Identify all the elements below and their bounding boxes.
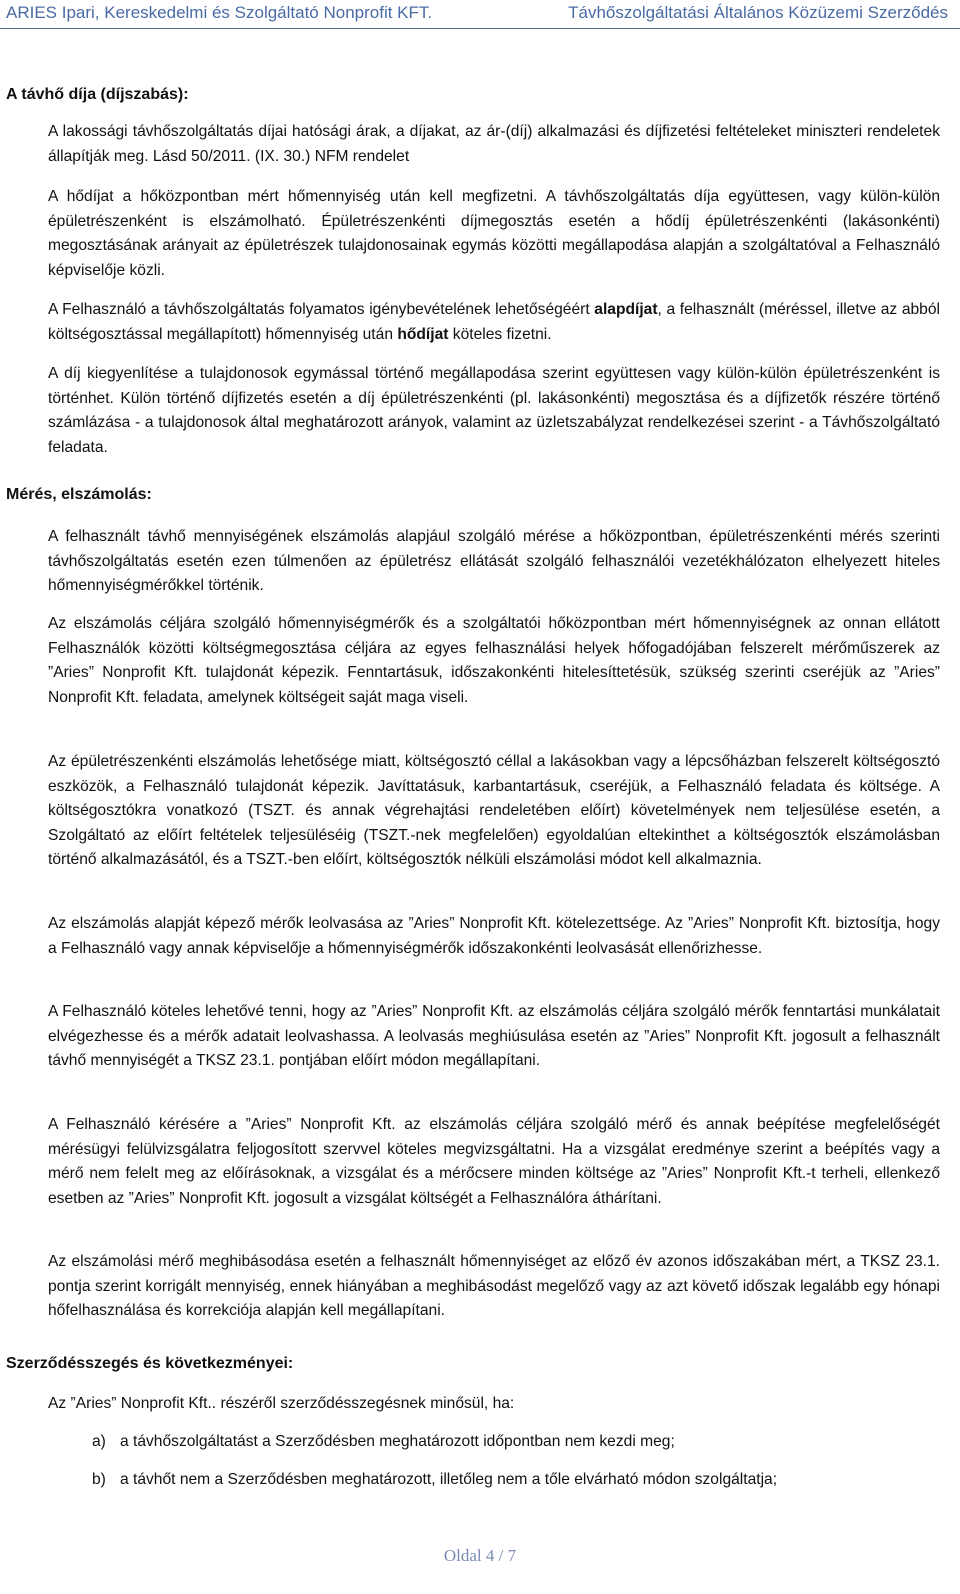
fee-paragraph-3: A Felhasználó a távhőszolgáltatás folyamatos igénybevételének lehetőségéért alapdíjat, a felhasznált (méréssel, illetve az abból költségosztással megállapított) hőmennyiség után hődíjat köteles fizetni. xyxy=(48,301,940,343)
list-marker: a) xyxy=(92,1433,106,1450)
fee-paragraph-4: A díj kiegyenlítése a tulajdonosok egymással történő megállapodása szerint együttesen vagy külön-külön épületrészenként is történhet. Külön történő díjfizetés esetén a díj épületrészenkénti (pl. lakásonkénti) megosztása és a díjfizetők részére történő számlázása - a tulajdonosok által meghatározott arányok, valamint az üzletszabályzat rendelkezései szerint - a Távhőszolgáltató feladata. xyxy=(48,365,940,456)
heat-fee-term: hődíjat xyxy=(397,325,449,343)
metering-paragraph-7: Az elszámolási mérő meghibásodása esetén a felhasznált hőmennyiséget az előző év azonos időszakában mért, a TKSZ 23.1. pontja szerint korrigált mennyiség, ennek hiányában a meghibásodást megelőző vagy az azt követő időszak legalább egy hónapi hőfelhasználása és korrekciója alapján kell megállapítani. xyxy=(48,1253,940,1319)
header-company: ARIES Ipari, Kereskedelmi és Szolgáltató Nonprofit KFT. xyxy=(6,3,433,22)
fee-paragraph-2: A hődíjat a hőközpontban mért hőmennyiség után kell megfizetni. A távhőszolgáltatás díja együttesen, vagy külön-külön épületrészenként is elszámolható. Épületrészenkénti díjmegosztás esetén a hődíj épületrészenkénti (lakásonkénti) megosztásának arányait az épületrészek tulajdonosainak egymás közötti megállapodása alapján a szolgáltatóval a Felhasználó képviselője közli. xyxy=(48,188,940,279)
list-marker: b) xyxy=(92,1471,106,1488)
metering-paragraph-3: Az épületrészenkénti elszámolás lehetősége miatt, költségosztó céllal a lakásokban vagy a lépcsőházban felszerelt költségosztó eszközök, a Felhasználó tulajdonát képezik. Javíttatásuk, karbantartásuk, cseréjük, a Felhasználó feladata és költsége. A költségosztókra vonatkozó (TSZT. és annak végrehajtási rendeletében előírt) követelmények nem teljesülése esetén, a Szolgáltató az előírt feltételek teljesüléséig (TSZT.-nek megfelelően) egyoldalúan eltekinthet a költségosztók elszámolásban történő alkalmazásától, és a TSZT.-ben előírt, költségosztók nélküli elszámolási módot kell alkalmaznia. xyxy=(48,753,940,868)
basic-fee-term: alapdíjat xyxy=(594,301,658,318)
heading-breach: Szerződésszegés és következményei: xyxy=(6,1355,294,1372)
metering-paragraph-2: Az elszámolás céljára szolgáló hőmennyiségmérők és a szolgáltatói hőközpontban mért hőmennyiségnek az onnan ellátott Felhasználók közötti költségmegosztása céljára az egyes felhasználási helyek hőfogadójában felszerelt mérőműszerek az ”Aries” Nonprofit Kft. tulajdonát képezik. Fenntartásuk, időszakonkénti hitelesíttetésük, szükség szerinti cseréjük az ”Aries” Nonprofit Kft. feladata, amelynek költségeit saját maga viseli. xyxy=(48,615,940,706)
metering-paragraph-4: Az elszámolás alapját képező mérők leolvasása az ”Aries” Nonprofit Kft. kötelezettsége. Az ”Aries” Nonprofit Kft. biztosítja, hogy a Felhasználó vagy annak képviselője a hőmennyiségmérők időszakonkénti leolvasását ellenőrizhesse. xyxy=(48,915,940,957)
page-header xyxy=(0,0,960,29)
page-number: Oldal 4 / 7 xyxy=(443,1546,517,1565)
metering-paragraph-5: A Felhasználó köteles lehetővé tenni, hogy az ”Aries” Nonprofit Kft. az elszámolás céljára szolgáló mérők fenntartási munkálatait elvégezhesse és a mérők adatait leolvashassa. A leolvasás meghiúsulása esetén az ”Aries” Nonprofit Kft. jogosult a felhasznált távhő mennyiségét a TKSZ 23.1. pontjában előírt módon megállapítani. xyxy=(48,1003,940,1069)
header-document-title: Távhőszolgáltatási Általános Közüzemi Szerződés xyxy=(568,3,948,22)
fee-paragraph-1: A lakossági távhőszolgáltatás díjai hatósági árak, a díjakat, az ár-(díj) alkalmazási és díjfizetési feltételeket miniszteri rendeletek állapítják meg. Lásd 50/2011. (IX. 30.) NFM rendelet xyxy=(48,123,940,165)
heading-metering: Mérés, elszámolás: xyxy=(6,486,152,503)
list-item-text: a távhőszolgáltatást a Szerződésben meghatározott időpontban nem kezdi meg; xyxy=(120,1433,675,1450)
metering-paragraph-1: A felhasznált távhő mennyiségének elszámolás alapjául szolgáló mérése a hőközpontban, épületrészenkénti mérés szerinti távhőszolgáltatás esetén ezen túlmenően az épületrész ellátását szolgáló felhasználói vezetékhálózaton elhelyezett hiteles hőmennyiségmérőkkel történik. xyxy=(48,528,940,594)
list-item-text: a távhőt nem a Szerződésben meghatározott, illetőleg nem a tőle elvárható módon szolgáltatja; xyxy=(120,1471,778,1488)
heading-fee: A távhő díja (díjszabás): xyxy=(6,86,189,103)
metering-paragraph-6: A Felhasználó kérésére a ”Aries” Nonprofit Kft. az elszámolás céljára szolgáló mérő és annak beépítése megfelelőségét mérésügyi felülvizsgálatra feljogosított szervvel köteles megvizsgáltatni. Ha a vizsgálat eredménye szerint a beépítés vagy a mérő nem felelt meg az előírásoknak, a vizsgálat és a mérőcsere minden költsége az ”Aries” Nonprofit Kft.-t terheli, ellenkező esetben az ”Aries” Nonprofit Kft. jogosult a vizsgálat költségét a Felhasználóra áthárítani. xyxy=(48,1116,940,1207)
breach-intro: Az ”Aries” Nonprofit Kft.. részéről szerződésszegésnek minősül, ha: xyxy=(48,1395,515,1412)
